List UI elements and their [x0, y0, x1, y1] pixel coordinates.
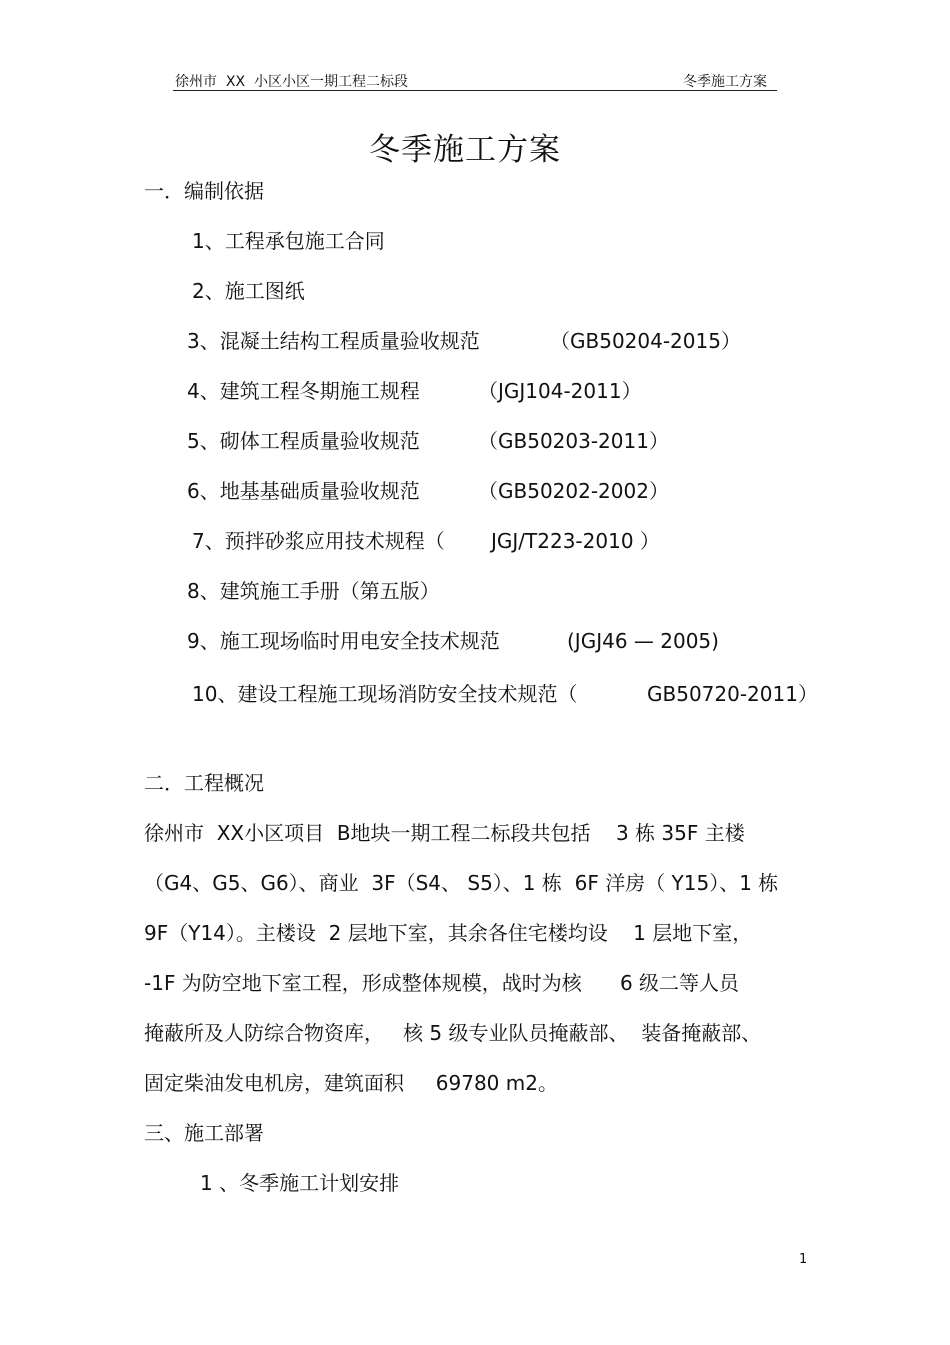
basis-item-5: 5、砌体工程质量验收规范 [187, 429, 420, 453]
basis-item-6: 6、地基基础质量验收规范 [187, 479, 420, 503]
header-project-name: 徐州市 XX 小区小区一期工程二标段 [175, 74, 408, 90]
basis-item-8: 8、建筑施工手册（第五版） [187, 579, 440, 603]
basis-item-3-code: （GB50204-2015） [550, 329, 741, 353]
overview-line-4: -1F 为防空地下室工程，形成整体规模，战时为核 6 级二等人员 [144, 971, 740, 995]
overview-line-2: （G4、G5、G6）、商业 3F（S4、 S5）、1 栋 6F 洋房（ Y15）、1 栋 [144, 871, 779, 895]
section3-heading: 三、施工部署 [144, 1121, 264, 1145]
basis-item-7-code: JGJ/T223-2010 ） [491, 529, 660, 553]
basis-item-4: 4、建筑工程冬期施工规程 [187, 379, 420, 403]
overview-line-6: 固定柴油发电机房，建筑面积 69780 m2。 [144, 1071, 558, 1095]
basis-item-9: 9、施工现场临时用电安全技术规范 [187, 629, 500, 653]
header-doc-name: 冬季施工方案 [683, 74, 767, 90]
basis-item-3: 3、混凝土结构工程质量验收规范 [187, 329, 480, 353]
section2-heading: 二．工程概况 [144, 771, 264, 795]
running-header [173, 70, 777, 91]
basis-item-6-code: （GB50202-2002） [478, 479, 669, 503]
basis-item-7: 7、预拌砂浆应用技术规程（ [192, 529, 445, 553]
section3-sub-1: 1 、冬季施工计划安排 [200, 1171, 400, 1195]
basis-item-9-code: (JGJ46 — 2005) [567, 629, 719, 653]
overview-line-1: 徐州市 XX小区项目 B地块一期工程二标段共包括 3 栋 35F 主楼 [144, 821, 745, 845]
page-number: 1 [799, 1252, 808, 1267]
basis-item-5-code: （GB50203-2011） [478, 429, 669, 453]
overview-line-5: 掩蔽所及人防综合物资库， 核 5 级专业队员掩蔽部、 装备掩蔽部、 [144, 1021, 762, 1045]
basis-item-10-code: GB50720-2011） [647, 682, 818, 706]
basis-item-1: 1、工程承包施工合同 [192, 229, 385, 253]
overview-line-3: 9F（Y14）。主楼设 2 层地下室，其余各住宅楼均设 1 层地下室， [144, 921, 753, 945]
section1-heading: 一．编制依据 [144, 179, 264, 203]
basis-item-4-code: （JGJ104-2011） [478, 379, 642, 403]
basis-item-2: 2、施工图纸 [192, 279, 305, 303]
basis-item-10: 10、建设工程施工现场消防安全技术规范（ [192, 682, 578, 706]
document-title: 冬季施工方案 [369, 132, 561, 168]
